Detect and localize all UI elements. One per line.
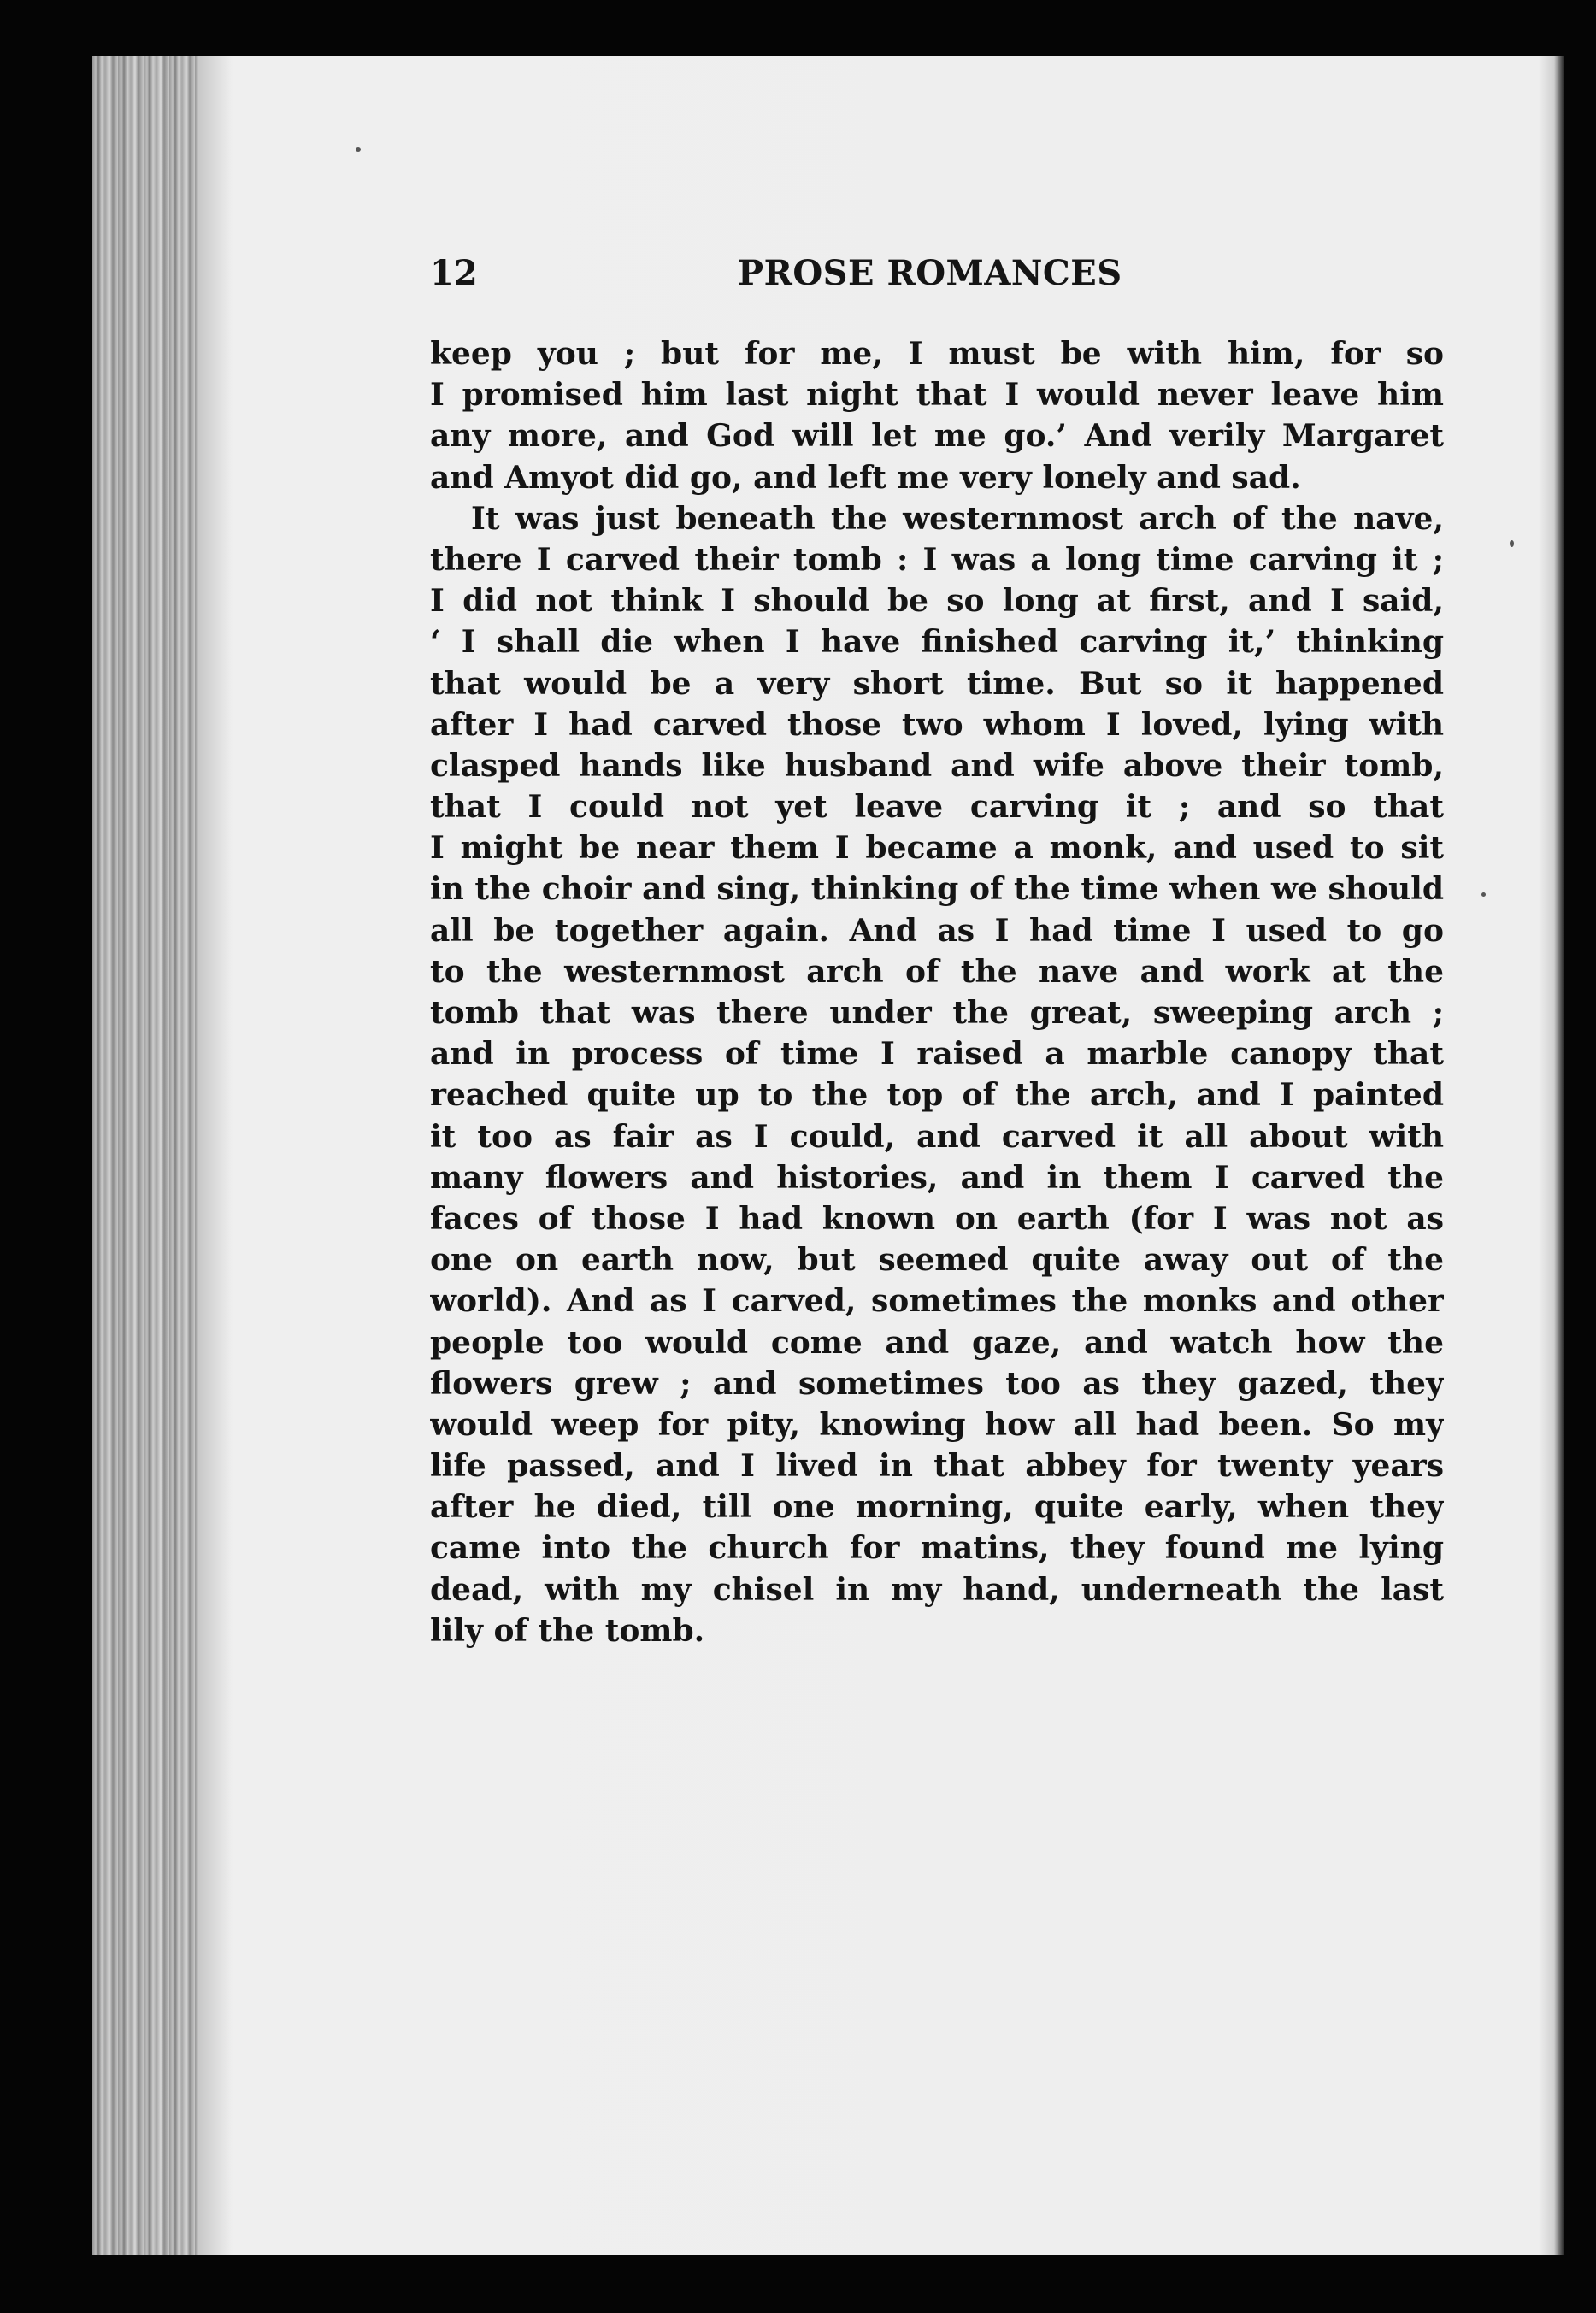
- text-line: It was just beneath the westernmost arch of the nave,: [471, 500, 1444, 537]
- page-number: 12: [430, 253, 478, 293]
- text-line: that would be a very short time. But so it happened: [430, 665, 1444, 702]
- text-line: keep you ; but for me, I must be with him, for so: [430, 336, 1444, 372]
- text-line: it too as fair as I could, and carved it all about with: [430, 1118, 1444, 1155]
- text-line: I might be near them I became a monk, and used to sit: [430, 830, 1444, 867]
- text-line: after he died, till one morning, quite early, when they: [430, 1489, 1444, 1526]
- text-line: ‘ I shall die when I have finished carving it,’ thinking: [430, 624, 1444, 661]
- text-line: lily of the tomb.: [430, 1612, 705, 1649]
- page-header: [430, 253, 1444, 299]
- text-line: tomb that was there under the great, sweeping arch ;: [430, 995, 1444, 1031]
- text-line: to the westernmost arch of the nave and work at the: [430, 953, 1444, 990]
- scan-speck: [356, 147, 361, 152]
- text-line: faces of those I had known on earth (for I was not as: [430, 1200, 1444, 1237]
- text-line: reached quite up to the top of the arch, and I painted: [430, 1077, 1444, 1114]
- text-line: people too would come and gaze, and watch how the: [430, 1324, 1444, 1361]
- text-line: in the choir and sing, thinking of the time when we should: [430, 871, 1444, 908]
- text-line: one on earth now, but seemed quite away out of the: [430, 1242, 1444, 1279]
- scan-speck: [1481, 892, 1486, 897]
- page-right-edge: [1539, 56, 1564, 2255]
- text-line: dead, with my chisel in my hand, underneath the last: [430, 1571, 1444, 1608]
- text-line: would weep for pity, knowing how all had been. So my: [430, 1406, 1444, 1443]
- text-line: there I carved their tomb : I was a long time carving it ;: [430, 541, 1444, 578]
- text-line: came into the church for matins, they found me lying: [430, 1530, 1444, 1567]
- text-line: many flowers and histories, and in them I carved the: [430, 1159, 1444, 1196]
- text-line: that I could not yet leave carving it ; and so that: [430, 789, 1444, 826]
- text-line: and in process of time I raised a marble canopy that: [430, 1036, 1444, 1073]
- text-line: clasped hands like husband and wife above their tomb,: [430, 747, 1444, 784]
- text-line: all be together again. And as I had time I used to go: [430, 912, 1444, 949]
- text-line: any more, and God will let me go.’ And verily Margaret: [430, 418, 1444, 455]
- text-line: flowers grew ; and sometimes too as they gazed, they: [430, 1365, 1444, 1402]
- running-head: PROSE ROMANCES: [738, 253, 1122, 293]
- text-line: life passed, and I lived in that abbey for twenty years: [430, 1448, 1444, 1485]
- text-line: I promised him last night that I would never leave him: [430, 377, 1444, 414]
- page-binding-gutter: [92, 56, 198, 2255]
- body-text: [430, 333, 1444, 1651]
- text-line: I did not think I should be so long at first, and I said,: [430, 583, 1444, 620]
- text-line: and Amyot did go, and left me very lonely and sad.: [430, 459, 1301, 496]
- text-line: after I had carved those two whom I loved, lying with: [430, 706, 1444, 743]
- scan-speck: [1510, 540, 1514, 547]
- gutter-shadow: [198, 56, 233, 2255]
- text-line: world). And as I carved, sometimes the monks and other: [430, 1283, 1444, 1320]
